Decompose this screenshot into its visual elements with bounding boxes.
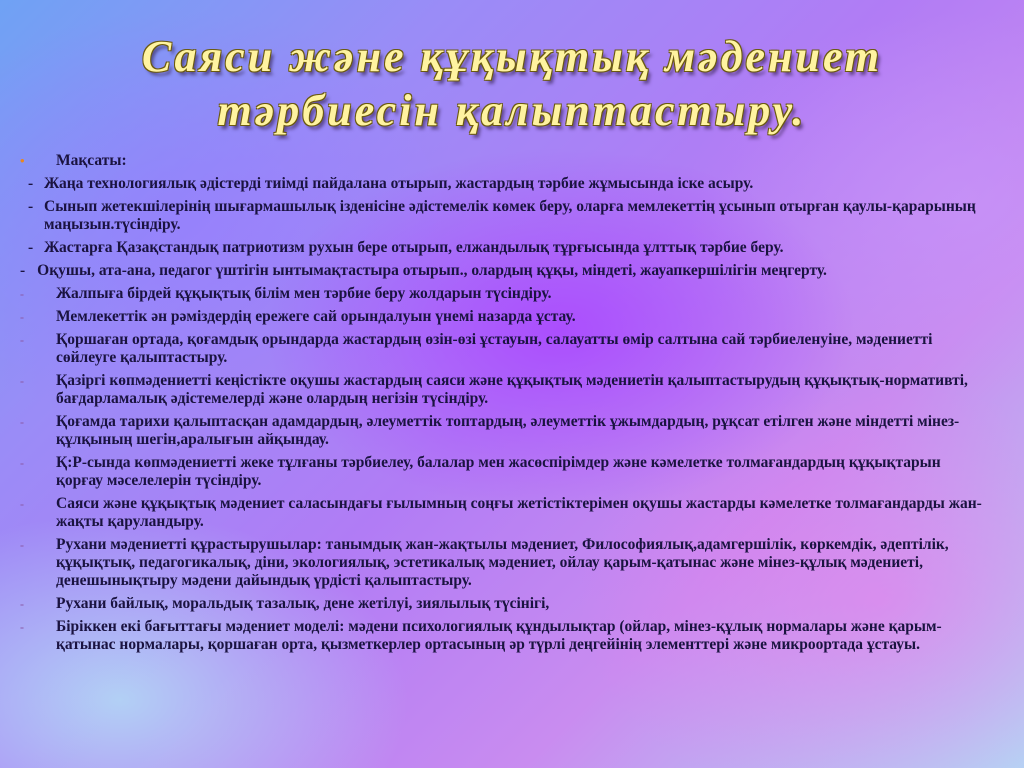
list-item-text: Қоршаған ортада, қоғамдық орындарда жастардың өзін-өзі ұстауын, салауатты өмір салтына сай тәрбиеленуіне, мәдениетті сөйлеуге қалыптастыру. [56,331,933,366]
dash-marker: - [20,262,26,279]
list-item [20,239,990,257]
title-line-2: тәрбиесін қалыптастыру. [217,86,807,135]
dash-marker: - [20,287,24,301]
list-item-text: Қазіргі көпмәдениетті кеңістікте оқушы жастардың саяси және құқықтық мәдениетін қалыптастырудың құқықтық-нормативті, бағдарламалық әдістемелерді және олардың негізін түсіндіру. [56,372,968,407]
list-item [20,413,990,449]
dash-marker: - [28,198,34,215]
dash-marker: - [28,175,34,192]
title-line-1: Саяси және құқықтық мәдениет [141,32,883,81]
dash-marker: - [20,374,24,388]
list-item [20,198,990,234]
list-item-body: Оқушы, ата-ана, педагог үштігін ынтымақтастыра отырып., олардың құқы, міндеті, жауапкершілігін меңгерту. [37,262,827,279]
goals-heading [20,152,990,170]
dash-marker: - [20,497,24,511]
list-item-text: Рухани байлық, моральдық тазалық, дене жетілуі, зиялылық түсінігі, [56,595,550,612]
bullet-icon: • [20,153,25,168]
slide-title [0,30,1024,138]
list-item [20,331,990,367]
dash-marker: - [28,239,34,256]
list-item-text: Рухани мәдениетті құрастырушылар: танымдық жан-жақтылы мәдениет, Философиялық,адамгершілік, көркемдік, әдептілік, құқықтық, педагогикалық, діни, экологиялық, эстетикалық мәдениет, ойлау қарым-қатынас және мінез-құлық мәдениеті, денешынықтыру мәдени дайындық үрдісті қалыптастыру. [56,536,949,589]
slide-body [20,152,990,659]
list-item [20,618,990,654]
list-item [20,372,990,408]
list-item-text: Қ:Р-сында көпмәдениетті жеке тұлғаны тәрбиелеу, балалар мен жасөспірімдер және кәмелетке толмағандардың құқықтарын қорғау мәселелерін түсіндіру. [56,454,941,489]
dash-marker: - [20,597,24,611]
list-item-text: Жалпыға бірдей құқықтық білім мен тәрбие беру жолдарын түсіндіру. [56,285,552,302]
list-item [20,495,990,531]
list-item-text [20,262,990,280]
list-item-text: Біріккен екі бағыттағы мәдениет моделі: мәдени психологиялық құндылықтар (ойлар, мінез-құлық нормалары және қарым-қатынас нормалары, қоршаған орта, қызметкерлер ортасының әр түрлі деңгейінің элементтері және микроортада ұстауы. [56,618,942,653]
dash-marker: - [20,456,24,470]
dash-marker: - [20,538,24,552]
goals-heading-text: Мақсаты: [56,152,127,169]
list-item [20,595,990,613]
list-item [20,175,990,193]
dash-marker: - [20,310,24,324]
list-item-text: Мемлекеттік ән рәміздердің ережеге сай орындалуын үнемі назарда ұстау. [56,308,576,325]
list-item [20,262,990,280]
list-item-text: Саяси және құқықтық мәдениет саласындағы ғылымның соңғы жетістіктерімен оқушы жастарды кәмелетке толмағандарды жан-жақты қаруландыру. [56,495,982,530]
list-item-text: Жаңа технологиялық әдістерді тиімді пайдалана отырып, жастардың тәрбие жұмысында іске асыру. [44,175,754,192]
list-item-text: Сынып жетекшілерінің шығармашылық ізденісіне әдістемелік көмек беру, оларға мемлекеттің ұсынып отырған қаулы-қарарының маңызын.түсіндіру. [44,198,976,233]
dash-marker: - [20,620,24,634]
list-item [20,308,990,326]
dash-marker: - [20,333,24,347]
list-item [20,536,990,590]
list-item [20,454,990,490]
list-item-text: Қоғамда тарихи қалыптасқан адамдардың, әлеуметтік топтардың, әлеуметтік ұжымдардың, рұқсат етілген және міндетті мінез- құлқының шегін,аралығын айқындау. [56,413,960,448]
dash-marker: - [20,415,24,429]
list-item [20,285,990,303]
list-item-text: Жастарға Қазақстандық патриотизм рухын бере отырып, елжандылық тұрғысында ұлттық тәрбие беру. [44,239,784,256]
